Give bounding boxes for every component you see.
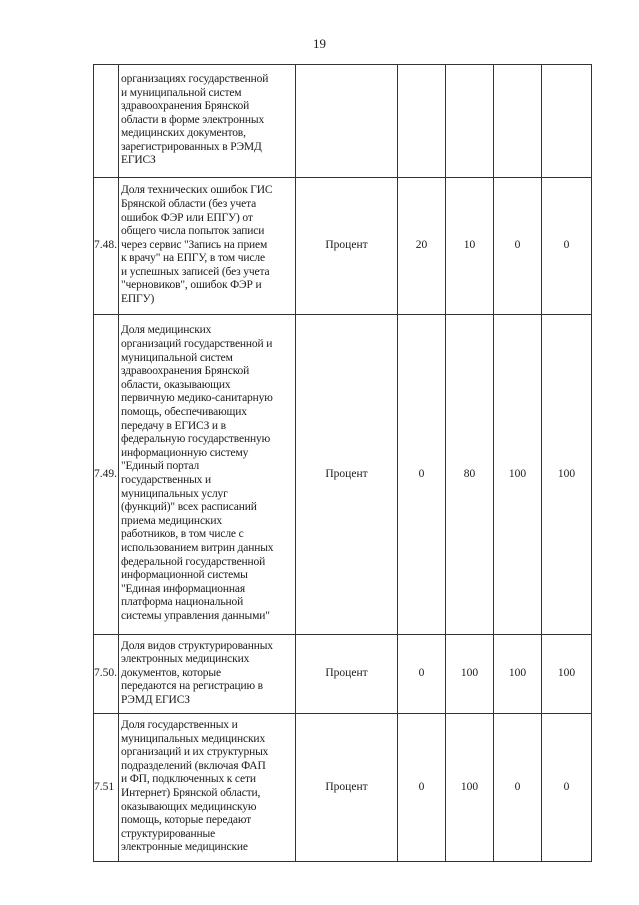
row-value-1 (398, 65, 446, 178)
row-value-2: 10 (446, 178, 494, 315)
row-value-3: 0 (494, 714, 542, 862)
table-row (94, 65, 592, 178)
row-description-cell (119, 635, 296, 714)
row-value-2: 80 (446, 315, 494, 635)
row-number: 7.50. (94, 635, 119, 714)
row-value-3 (494, 65, 542, 178)
row-description-cell (119, 315, 296, 635)
row-description: Доля государственных и муниципальных медицинских организаций и их структурных подразделений (включая ФАП и ФП, подключенных к сети Интернет) Брянской области, оказывающих медицинскую помощь, которые передают структурированные электронные медицинские (121, 719, 269, 854)
row-value-3: 100 (494, 635, 542, 714)
row-value-1: 0 (398, 315, 446, 635)
row-value-4: 0 (542, 714, 592, 862)
row-number: 7.48. (94, 178, 119, 315)
row-description: Доля технических ошибок ГИС Брянской области (без учета ошибок ФЭР или ЕПГУ) от общего числа попыток записи через сервис "Запись на прием к врачу" на ЕПГУ, в том числе и успешных записей (без учета "черновиков", ошибок ФЭР и ЕПГУ) (121, 184, 273, 306)
row-value-1: 20 (398, 178, 446, 315)
row-unit: Процент (296, 178, 398, 315)
row-description-cell (119, 714, 296, 862)
row-value-4: 100 (542, 635, 592, 714)
row-unit (296, 65, 398, 178)
row-description: Доля медицинских организаций государственной и муниципальной систем здравоохранения Брянской области, оказывающих первичную медико-санитарную помощь, обеспечивающих передачу в ЕГИСЗ и в федеральную государственную информационную систему "Единый портал государственных и муниципальных услуг (функций)" всех расписаний приема медицинских работников, в том числе с использованием витрин данных федеральной государственной информационной системы "Единая информационная платформа национальной системы управления данными" (121, 324, 274, 622)
row-description-cell (119, 65, 296, 178)
table-row (94, 635, 592, 714)
row-value-4: 0 (542, 178, 592, 315)
row-description-cell (119, 178, 296, 315)
row-number (94, 65, 119, 178)
row-value-2: 100 (446, 714, 494, 862)
row-value-2 (446, 65, 494, 178)
row-value-3: 100 (494, 315, 542, 635)
row-unit: Процент (296, 714, 398, 862)
row-value-3: 0 (494, 178, 542, 315)
row-value-4 (542, 65, 592, 178)
row-description: Доля видов структурированных электронных медицинских документов, которые передаются на регистрацию в РЭМД ЕГИСЗ (121, 639, 273, 706)
row-value-1: 0 (398, 635, 446, 714)
row-value-4: 100 (542, 315, 592, 635)
table-row (94, 714, 592, 862)
table-row (94, 178, 592, 315)
indicators-table (93, 64, 592, 862)
table-row (94, 315, 592, 635)
page-number: 19 (313, 36, 326, 51)
row-unit: Процент (296, 635, 398, 714)
row-number: 7.51 (94, 714, 119, 862)
row-number: 7.49. (94, 315, 119, 635)
row-unit: Процент (296, 315, 398, 635)
row-value-2: 100 (446, 635, 494, 714)
row-description: организациях государственной и муниципальной систем здравоохранения Брянской области в форме электронных медицинских документов, зарегистрированных в РЭМД ЕГИСЗ (121, 72, 269, 167)
row-value-1: 0 (398, 714, 446, 862)
